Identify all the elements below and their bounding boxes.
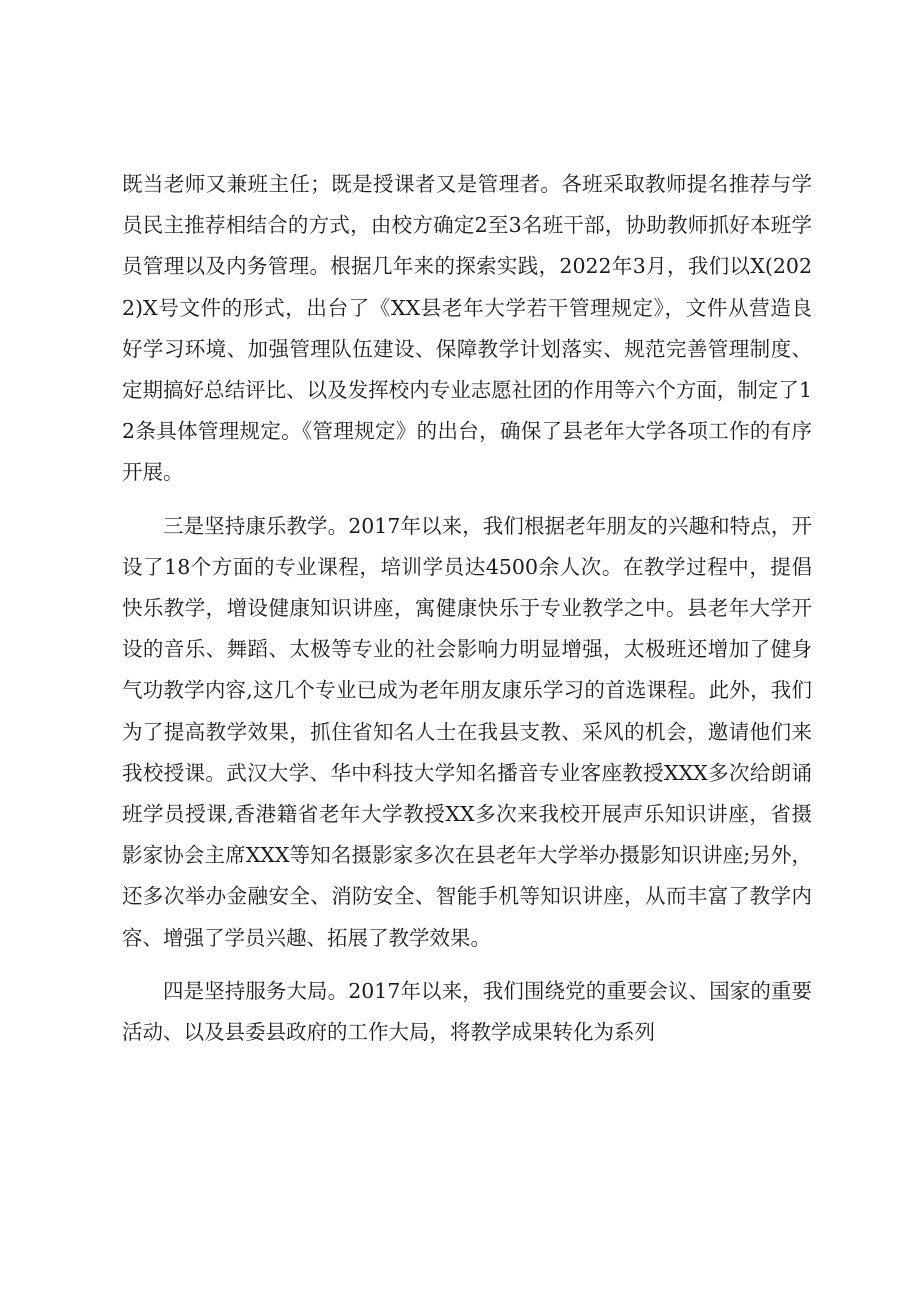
document-body	[122, 164, 812, 1053]
paragraph-serving-overall-situation: 四是坚持服务大局。2017年以来，我们围绕党的重要会议、国家的重要活动、以及县委县政府的工作大局，将教学成果转化为系列	[122, 978, 812, 1045]
paragraph-management-rules: 既当老师又兼班主任；既是授课者又是管理者。各班采取教师提名推荐与学员民主推荐相结合的方式，由校方确定2至3名班干部，协助教师抓好本班学员管理以及内务管理。根据几年来的探索实践，2022年3月，我们以X(2022)X号文件的形式，出台了《XX县老年大学若干管理规定》，文件从营造良好学习环境、加强管理队伍建设、保障教学计划落实、规范完善管理制度、定期搞好总结评比、以及发挥校内专业志愿社团的作用等六个方面，制定了12条具体管理规定。《管理规定》的出台，确保了县老年大学各项工作的有序开展。	[122, 172, 812, 485]
paragraph-recreational-teaching: 三是坚持康乐教学。2017年以来，我们根据老年朋友的兴趣和特点，开设了18个方面的专业课程，培训学员达4500余人次。在教学过程中，提倡快乐教学，增设健康知识讲座，寓健康快乐于专业教学之中。县老年大学开设的音乐、舞蹈、太极等专业的社会影响力明显增强，太极班还增加了健身气功教学内容,这几个专业已成为老年朋友康乐学习的首选课程。此外，我们为了提高教学效果，抓住省知名人士在我县支教、采风的机会，邀请他们来我校授课。武汉大学、华中科技大学知名播音专业客座教授XXX多次给朗诵班学员授课,香港籍省老年大学教授XX多次来我校开展声乐知识讲座，省摄影家协会主席XXX等知名摄影家多次在县老年大学举办摄影知识讲座;另外，还多次举办金融安全、消防安全、智能手机等知识讲座，从而丰富了教学内容、增强了学员兴趣、拓展了教学效果。	[122, 513, 812, 950]
